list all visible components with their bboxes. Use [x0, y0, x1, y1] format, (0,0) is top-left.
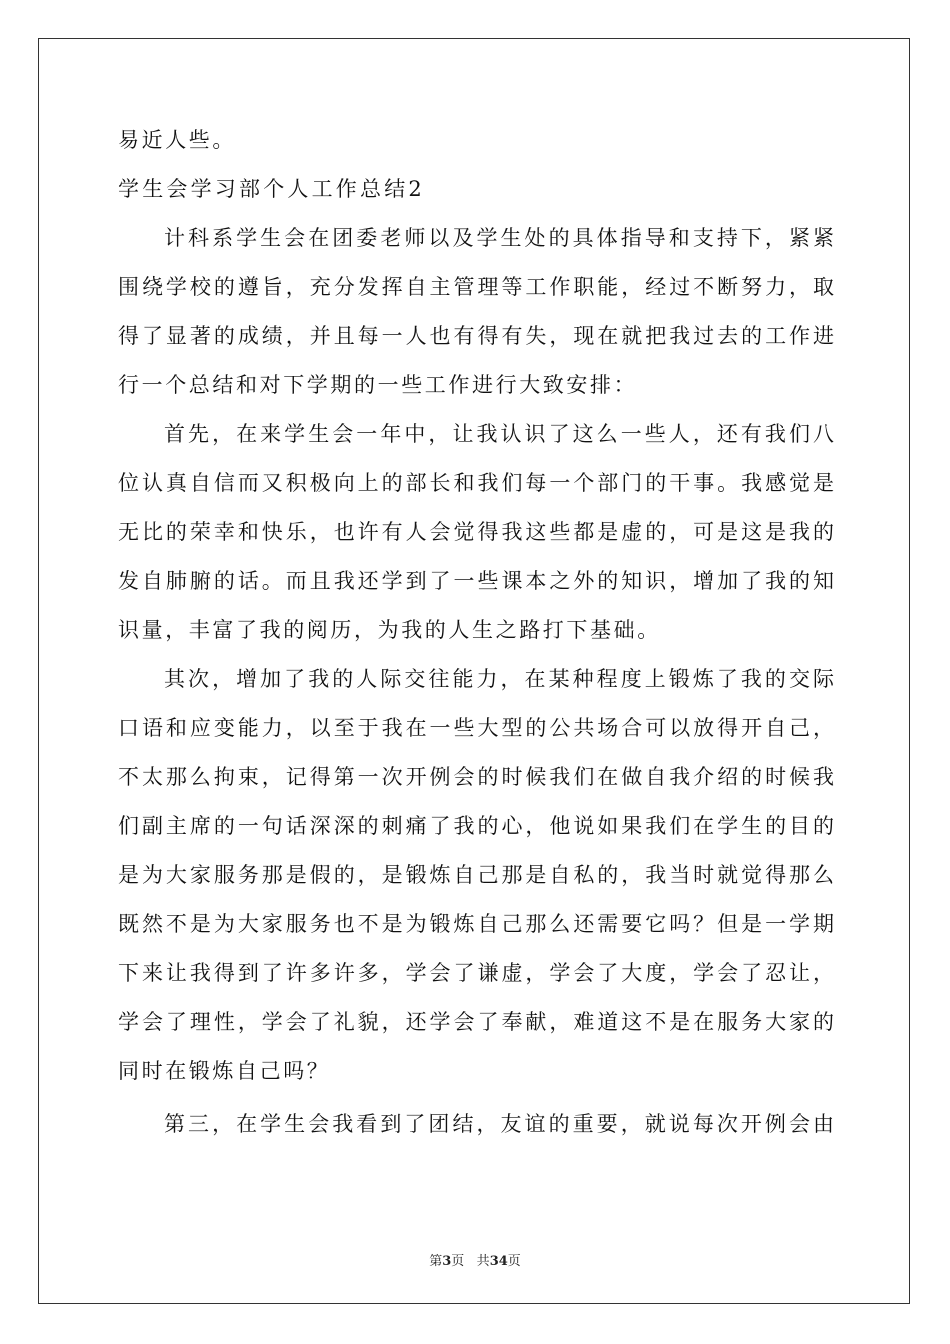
paragraph-line: 围绕学校的遵旨，充分发挥自主管理等工作职能，经过不断努力，取 [118, 275, 834, 299]
paragraph-line: 其次，增加了我的人际交往能力，在某种程度上锻炼了我的交际 [164, 667, 834, 691]
page-current: 3 [442, 1254, 452, 1269]
paragraph-line: 既然不是为大家服务也不是为锻炼自己那么还需要它吗？但是一学期 [118, 912, 834, 936]
paragraph-line: 首先，在来学生会一年中，让我认识了这么一些人，还有我们八 [164, 422, 834, 446]
paragraph-line: 无比的荣幸和快乐，也许有人会觉得我这些都是虚的，可是这是我的 [118, 520, 834, 544]
paragraph-line: 位认真自信而又积极向上的部长和我们每一个部门的干事。我感觉是 [118, 471, 834, 495]
page-suffix: 页 [451, 1254, 465, 1269]
paragraph-line: 行一个总结和对下学期的一些工作进行大致安排： [118, 373, 638, 397]
paragraph-line: 是为大家服务那是假的，是锻炼自己那是自私的，我当时就觉得那么 [118, 863, 834, 887]
paragraph-line: 们副主席的一句话深深的刺痛了我的心，他说如果我们在学生的目的 [118, 814, 834, 838]
paragraph-line: 同时在锻炼自己吗？ [118, 1059, 331, 1083]
total-suffix: 页 [507, 1254, 521, 1269]
total-prefix: 共 [476, 1254, 490, 1269]
page-total: 34 [489, 1254, 508, 1269]
paragraph-line: 第三，在学生会我看到了团结，友谊的重要，就说每次开例会由 [164, 1112, 834, 1136]
paragraph-line: 口语和应变能力，以至于我在一些大型的公共场合可以放得开自己， [118, 716, 834, 740]
paragraph-line: 识量，丰富了我的阅历，为我的人生之路打下基础。 [118, 618, 661, 642]
paragraph-line: 学会了理性，学会了礼貌，还学会了奉献，难道这不是在服务大家的 [118, 1010, 834, 1034]
section-title: 学生会学习部个人工作总结2 [118, 177, 425, 201]
paragraph-line: 计科系学生会在团委老师以及学生处的具体指导和支持下，紧紧 [164, 226, 834, 250]
page-footer [0, 1250, 950, 1269]
page-prefix: 第 [429, 1254, 443, 1269]
document-body [118, 128, 834, 1161]
text-line: 易近人些。 [118, 128, 236, 152]
paragraph-line: 不太那么拘束，记得第一次开例会的时候我们在做自我介绍的时候我 [118, 765, 834, 789]
paragraph-line: 下来让我得到了许多许多，学会了谦虚，学会了大度，学会了忍让， [118, 961, 834, 985]
paragraph-line: 发自肺腑的话。而且我还学到了一些课本之外的知识，增加了我的知 [118, 569, 834, 593]
paragraph-line: 得了显著的成绩，并且每一人也有得有失，现在就把我过去的工作进 [118, 324, 834, 348]
